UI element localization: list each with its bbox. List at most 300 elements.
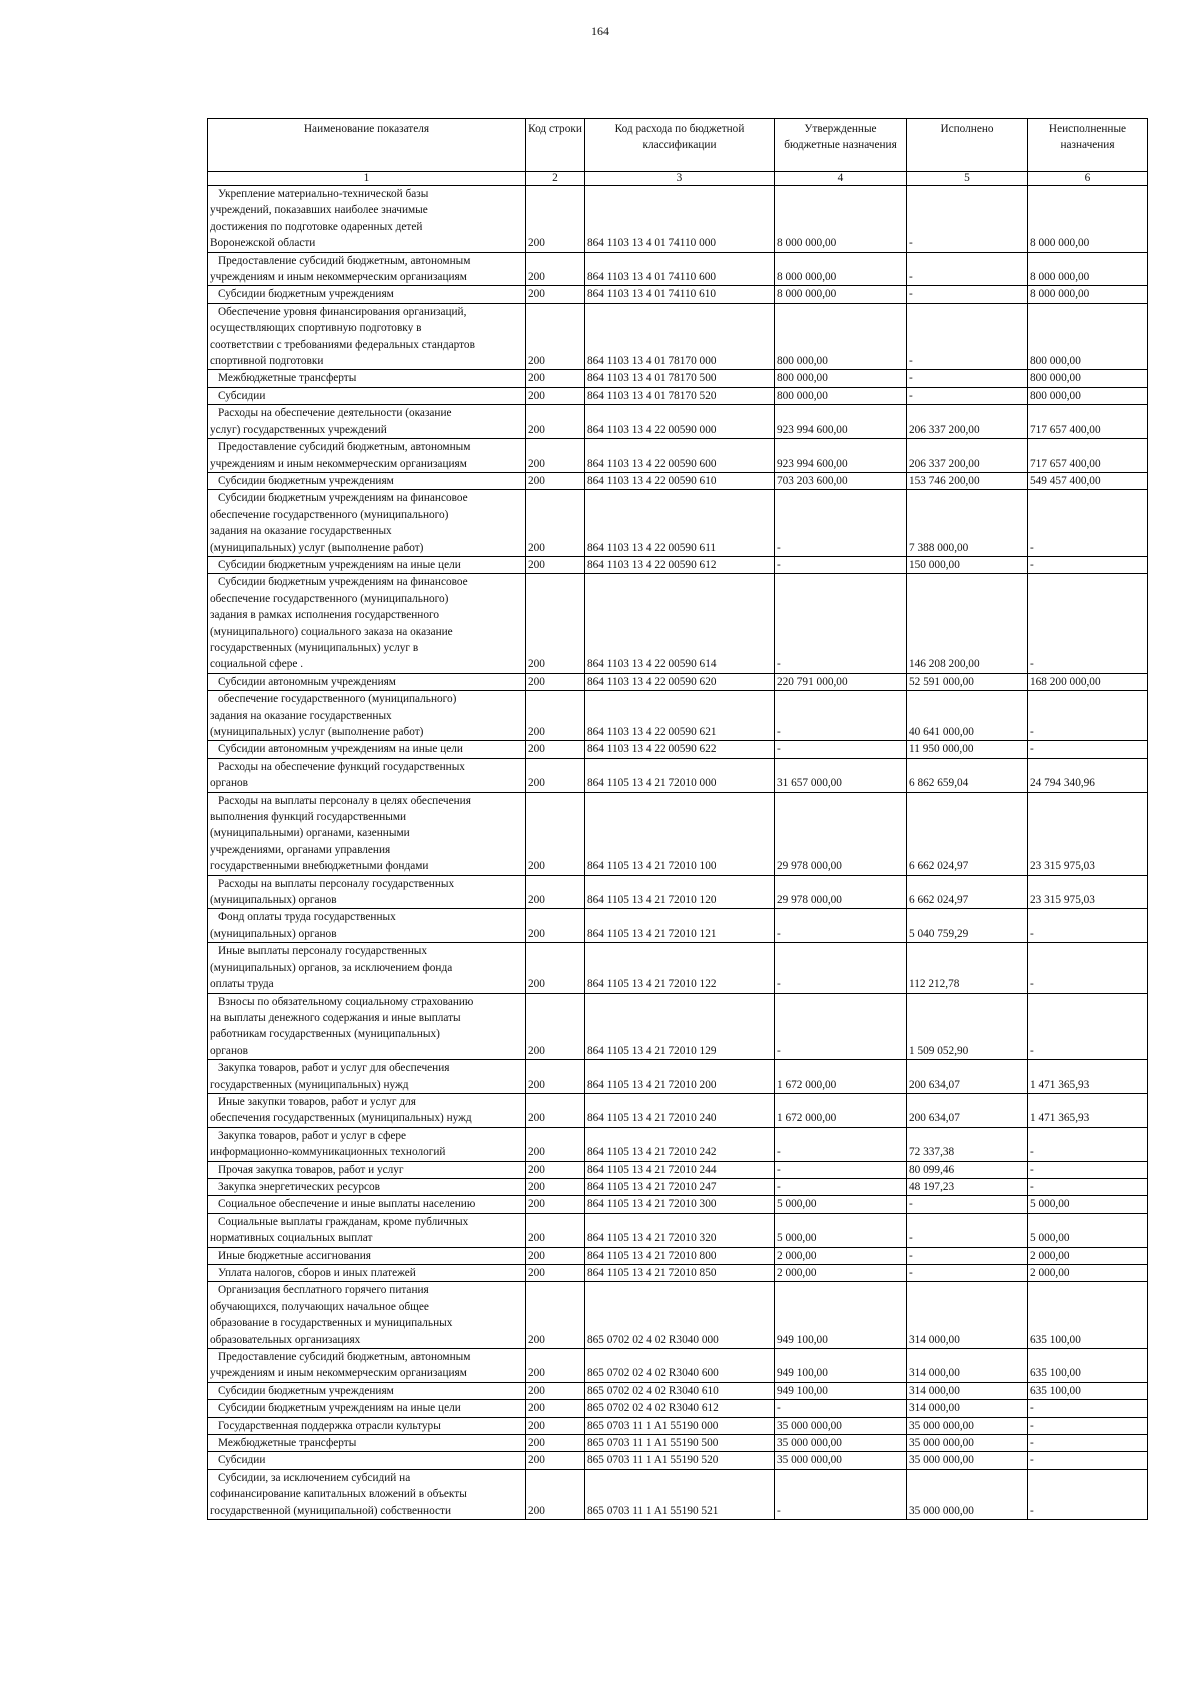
indicator-name-line: обеспечение государственного (муниципального) (210, 592, 449, 605)
indicator-name-line: (муниципальных) органов, за исключением фонда (210, 961, 453, 974)
table-row (208, 387, 1148, 404)
line-code-cell: 200 (526, 1247, 585, 1264)
line-code-cell: 200 (526, 556, 585, 573)
executed-amount-cell: - (907, 387, 1028, 404)
unexecuted-amount-cell: 5 000,00 (1028, 1213, 1148, 1247)
line-code-cell: 200 (526, 574, 585, 673)
table-row (208, 943, 1148, 993)
indicator-name-line: (муниципальных) органов (210, 894, 337, 907)
line-code-cell: 200 (526, 1093, 585, 1127)
unexecuted-amount-cell: 800 000,00 (1028, 370, 1148, 387)
table-row (208, 741, 1148, 758)
unexecuted-amount-cell: - (1028, 556, 1148, 573)
line-code-cell: 200 (526, 1382, 585, 1399)
indicator-name-line: Социальное обеспечение и иные выплаты населению (218, 1198, 476, 1211)
unexecuted-amount-cell: 24 794 340,96 (1028, 758, 1148, 792)
line-code-cell: 200 (526, 943, 585, 993)
indicator-name-line: учреждений, показавших наиболее значимые (210, 204, 428, 217)
executed-amount-cell: 206 337 200,00 (907, 439, 1028, 473)
header-executed: Исполнено (907, 119, 1028, 172)
approved-amount-cell: - (775, 1400, 907, 1417)
line-code-cell: 200 (526, 252, 585, 286)
unexecuted-amount-cell: - (1028, 1417, 1148, 1434)
indicator-name-line: выполнения функций государственными (210, 811, 407, 824)
indicator-name-line: Иные закупки товаров, работ и услуг для (218, 1095, 416, 1108)
unexecuted-amount-cell: - (1028, 691, 1148, 741)
executed-amount-cell: 200 634,07 (907, 1060, 1028, 1094)
unexecuted-amount-cell: 635 100,00 (1028, 1349, 1148, 1383)
indicator-name-line: Государственная поддержка отрасли культуры (218, 1419, 441, 1432)
line-code-cell: 200 (526, 1282, 585, 1349)
indicator-name-cell (208, 741, 526, 758)
indicator-name-line: на выплаты денежного содержания и иные выплаты (210, 1011, 461, 1024)
indicator-name-line: задания на оказание государственных (210, 525, 392, 538)
table-row (208, 673, 1148, 690)
indicator-name-line: социальной сфере . (210, 658, 304, 671)
approved-amount-cell: 35 000 000,00 (775, 1417, 907, 1434)
indicator-name-line: Расходы на выплаты персоналу государственных (218, 877, 455, 890)
indicator-name-line: спортивной подготовки (210, 355, 324, 368)
executed-amount-cell: 35 000 000,00 (907, 1452, 1028, 1469)
expense-code-cell: 864 1103 13 4 01 74110 600 (585, 252, 775, 286)
indicator-name-line: услуг) государственных учреждений (210, 423, 387, 436)
expense-code-cell: 864 1105 13 4 21 72010 300 (585, 1196, 775, 1213)
indicator-name-cell (208, 1469, 526, 1519)
line-code-cell: 200 (526, 472, 585, 489)
executed-amount-cell: - (907, 186, 1028, 253)
approved-amount-cell: 8 000 000,00 (775, 186, 907, 253)
executed-amount-cell: - (907, 1196, 1028, 1213)
indicator-name-line: (муниципальных) органов (210, 927, 337, 940)
indicator-name-line: Субсидии бюджетным учреждениям (218, 474, 394, 487)
table-row (208, 1400, 1148, 1417)
indicator-name-cell (208, 1196, 526, 1213)
indicator-name-cell (208, 1060, 526, 1094)
indicator-name-cell (208, 792, 526, 875)
indicator-name-line: Межбюджетные трансферты (218, 1437, 357, 1450)
table-row (208, 1247, 1148, 1264)
approved-amount-cell: 800 000,00 (775, 370, 907, 387)
executed-amount-cell: - (907, 1265, 1028, 1282)
table-body (208, 186, 1148, 1520)
expense-code-cell: 864 1103 13 4 01 78170 520 (585, 387, 775, 404)
expense-code-cell: 864 1103 13 4 22 00590 000 (585, 405, 775, 439)
unexecuted-amount-cell: 2 000,00 (1028, 1265, 1148, 1282)
indicator-name-line: Субсидии бюджетным учреждениям на иные цели (218, 1402, 461, 1415)
indicator-name-cell (208, 993, 526, 1060)
indicator-name-line: Субсидии бюджетным учреждениям на финансовое (218, 492, 468, 505)
line-code-cell: 200 (526, 1127, 585, 1161)
indicator-name-cell (208, 1282, 526, 1349)
unexecuted-amount-cell: 1 471 365,93 (1028, 1093, 1148, 1127)
indicator-name-line: учреждениям и иным некоммерческим организациям (210, 457, 467, 470)
expense-code-cell: 864 1105 13 4 21 72010 120 (585, 875, 775, 909)
executed-amount-cell: 7 388 000,00 (907, 490, 1028, 557)
table-row (208, 405, 1148, 439)
approved-amount-cell: - (775, 943, 907, 993)
indicator-name-cell (208, 1265, 526, 1282)
expense-code-cell: 865 0702 02 4 02 R3040 600 (585, 1349, 775, 1383)
approved-amount-cell: 2 000,00 (775, 1247, 907, 1264)
approved-amount-cell: 5 000,00 (775, 1196, 907, 1213)
executed-amount-cell: - (907, 303, 1028, 370)
approved-amount-cell: - (775, 1178, 907, 1195)
indicator-name-line: Межбюджетные трансферты (218, 372, 357, 385)
approved-amount-cell: 1 672 000,00 (775, 1060, 907, 1094)
unexecuted-amount-cell: 8 000 000,00 (1028, 286, 1148, 303)
expense-code-cell: 865 0703 11 1 A1 55190 500 (585, 1435, 775, 1452)
line-code-cell: 200 (526, 1213, 585, 1247)
indicator-name-cell (208, 691, 526, 741)
executed-amount-cell: 11 950 000,00 (907, 741, 1028, 758)
executed-amount-cell: 6 862 659,04 (907, 758, 1028, 792)
executed-amount-cell: 40 641 000,00 (907, 691, 1028, 741)
unexecuted-amount-cell: 168 200 000,00 (1028, 673, 1148, 690)
indicator-name-line: Субсидии (218, 389, 266, 402)
table-row (208, 875, 1148, 909)
approved-amount-cell: - (775, 574, 907, 673)
column-number: 6 (1028, 172, 1148, 186)
indicator-name-line: (муниципальными) органами, казенными (210, 827, 410, 840)
indicator-name-cell (208, 1417, 526, 1434)
executed-amount-cell: 206 337 200,00 (907, 405, 1028, 439)
indicator-name-line: Субсидии, за исключением субсидий на (218, 1471, 411, 1484)
indicator-name-line: государственных (муниципальных) нужд (210, 1078, 409, 1091)
expense-code-cell: 864 1105 13 4 21 72010 129 (585, 993, 775, 1060)
expense-code-cell: 864 1105 13 4 21 72010 244 (585, 1161, 775, 1178)
expense-code-cell: 864 1105 13 4 21 72010 242 (585, 1127, 775, 1161)
indicator-name-cell (208, 186, 526, 253)
expense-code-cell: 865 0702 02 4 02 R3040 000 (585, 1282, 775, 1349)
approved-amount-cell: 923 994 600,00 (775, 405, 907, 439)
unexecuted-amount-cell: 23 315 975,03 (1028, 792, 1148, 875)
indicator-name-line: Уплата налогов, сборов и иных платежей (218, 1267, 416, 1279)
line-code-cell: 200 (526, 909, 585, 943)
header-line-code: Код строки (526, 119, 585, 172)
unexecuted-amount-cell: 8 000 000,00 (1028, 186, 1148, 253)
indicator-name-line: Прочая закупка товаров, работ и услуг (218, 1163, 404, 1176)
table-row (208, 1349, 1148, 1383)
unexecuted-amount-cell: - (1028, 1469, 1148, 1519)
executed-amount-cell: 35 000 000,00 (907, 1417, 1028, 1434)
expense-code-cell: 864 1105 13 4 21 72010 122 (585, 943, 775, 993)
indicator-name-line: Фонд оплаты труда государственных (218, 911, 396, 924)
line-code-cell: 200 (526, 1349, 585, 1383)
executed-amount-cell: - (907, 370, 1028, 387)
line-code-cell: 200 (526, 673, 585, 690)
expense-code-cell: 865 0702 02 4 02 R3040 610 (585, 1382, 775, 1399)
unexecuted-amount-cell: 717 657 400,00 (1028, 405, 1148, 439)
expense-code-cell: 864 1103 13 4 22 00590 610 (585, 472, 775, 489)
line-code-cell: 200 (526, 405, 585, 439)
approved-amount-cell: 31 657 000,00 (775, 758, 907, 792)
column-number: 5 (907, 172, 1028, 186)
line-code-cell: 200 (526, 1265, 585, 1282)
indicator-name-cell (208, 370, 526, 387)
executed-amount-cell: 52 591 000,00 (907, 673, 1028, 690)
unexecuted-amount-cell: 1 471 365,93 (1028, 1060, 1148, 1094)
page-number: 164 (591, 24, 609, 38)
indicator-name-line: учреждениям и иным некоммерческим организациям (210, 271, 467, 284)
header-unexecuted: Неисполненные назначения (1028, 119, 1148, 172)
expense-code-cell: 864 1103 13 4 01 78170 500 (585, 370, 775, 387)
indicator-name-cell (208, 1382, 526, 1399)
unexecuted-amount-cell: 635 100,00 (1028, 1282, 1148, 1349)
indicator-name-line: государственных (муниципальных) услуг в (210, 641, 419, 654)
line-code-cell: 200 (526, 1196, 585, 1213)
indicator-name-line: работникам государственных (муниципальных) (210, 1028, 440, 1041)
indicator-name-line: государственными внебюджетными фондами (210, 860, 429, 873)
line-code-cell: 200 (526, 993, 585, 1060)
table-row (208, 1213, 1148, 1247)
indicator-name-line: Обеспечение уровня финансирования организаций, (218, 305, 467, 318)
unexecuted-amount-cell: 800 000,00 (1028, 387, 1148, 404)
indicator-name-line: осуществляющих спортивную подготовку в (210, 322, 422, 335)
expense-code-cell: 864 1103 13 4 22 00590 622 (585, 741, 775, 758)
table-row (208, 1161, 1148, 1178)
indicator-name-line: Субсидии бюджетным учреждениям на иные цели (218, 558, 461, 571)
indicator-name-cell (208, 1349, 526, 1383)
table-row (208, 303, 1148, 370)
approved-amount-cell: 8 000 000,00 (775, 286, 907, 303)
executed-amount-cell: 150 000,00 (907, 556, 1028, 573)
executed-amount-cell: - (907, 286, 1028, 303)
unexecuted-amount-cell: 800 000,00 (1028, 303, 1148, 370)
line-code-cell: 200 (526, 1400, 585, 1417)
approved-amount-cell: 35 000 000,00 (775, 1435, 907, 1452)
indicator-name-line: обеспечения государственных (муниципальных) нужд (210, 1112, 472, 1125)
indicator-name-cell (208, 1178, 526, 1195)
executed-amount-cell: 153 746 200,00 (907, 472, 1028, 489)
line-code-cell: 200 (526, 1178, 585, 1195)
line-code-cell: 200 (526, 875, 585, 909)
table-row (208, 370, 1148, 387)
indicator-name-line: Расходы на обеспечение функций государственных (218, 760, 465, 773)
expense-code-cell: 865 0703 11 1 A1 55190 520 (585, 1452, 775, 1469)
unexecuted-amount-cell: - (1028, 1400, 1148, 1417)
line-code-cell: 200 (526, 1435, 585, 1452)
indicator-name-line: обеспечение государственного (муниципального) (210, 508, 449, 521)
expense-code-cell: 864 1103 13 4 22 00590 621 (585, 691, 775, 741)
indicator-name-cell (208, 1452, 526, 1469)
column-number-row (208, 172, 1148, 186)
indicator-name-line: софинансирование капитальных вложений в объекты (210, 1488, 467, 1501)
expense-code-cell: 864 1103 13 4 22 00590 611 (585, 490, 775, 557)
line-code-cell: 200 (526, 439, 585, 473)
indicator-name-cell (208, 1400, 526, 1417)
indicator-name-line: задания в рамках исполнения государственного (210, 609, 440, 622)
executed-amount-cell: 80 099,46 (907, 1161, 1028, 1178)
approved-amount-cell: - (775, 556, 907, 573)
approved-amount-cell: - (775, 909, 907, 943)
indicator-name-line: нормативных социальных выплат (210, 1232, 373, 1245)
approved-amount-cell: 800 000,00 (775, 303, 907, 370)
indicator-name-line: Субсидии автономным учреждениям на иные цели (218, 743, 463, 756)
approved-amount-cell: 949 100,00 (775, 1349, 907, 1383)
header-expense-code: Код расхода по бюджетной классификации (585, 119, 775, 172)
indicator-name-cell (208, 387, 526, 404)
line-code-cell: 200 (526, 303, 585, 370)
indicator-name-cell (208, 909, 526, 943)
approved-amount-cell: 35 000 000,00 (775, 1452, 907, 1469)
expense-code-cell: 864 1105 13 4 21 72010 850 (585, 1265, 775, 1282)
line-code-cell: 200 (526, 370, 585, 387)
approved-amount-cell: 1 672 000,00 (775, 1093, 907, 1127)
indicator-name-cell (208, 556, 526, 573)
line-code-cell: 200 (526, 387, 585, 404)
table-row (208, 1060, 1148, 1094)
approved-amount-cell: 5 000,00 (775, 1213, 907, 1247)
executed-amount-cell: 5 040 759,29 (907, 909, 1028, 943)
line-code-cell: 200 (526, 1469, 585, 1519)
indicator-name-cell (208, 1213, 526, 1247)
indicator-name-cell (208, 472, 526, 489)
indicator-name-line: достижения по подготовке одаренных детей (210, 220, 423, 233)
indicator-name-cell (208, 758, 526, 792)
indicator-name-line: Субсидии (218, 1454, 266, 1467)
indicator-name-cell (208, 490, 526, 557)
table-row (208, 1452, 1148, 1469)
expense-code-cell: 864 1105 13 4 21 72010 200 (585, 1060, 775, 1094)
table-row (208, 1417, 1148, 1434)
indicator-name-cell (208, 1127, 526, 1161)
indicator-name-cell (208, 875, 526, 909)
expense-code-cell: 864 1105 13 4 21 72010 240 (585, 1093, 775, 1127)
unexecuted-amount-cell: - (1028, 1161, 1148, 1178)
executed-amount-cell: 48 197,23 (907, 1178, 1028, 1195)
expense-code-cell: 864 1105 13 4 21 72010 121 (585, 909, 775, 943)
indicator-name-cell (208, 286, 526, 303)
line-code-cell: 200 (526, 186, 585, 253)
indicator-name-line: образование в государственных и муниципальных (210, 1317, 453, 1330)
expense-code-cell: 864 1105 13 4 21 72010 100 (585, 792, 775, 875)
unexecuted-amount-cell: - (1028, 909, 1148, 943)
table-row (208, 909, 1148, 943)
line-code-cell: 200 (526, 286, 585, 303)
indicator-name-cell (208, 943, 526, 993)
unexecuted-amount-cell: 5 000,00 (1028, 1196, 1148, 1213)
column-number: 2 (526, 172, 585, 186)
expense-code-cell: 864 1103 13 4 22 00590 612 (585, 556, 775, 573)
executed-amount-cell: 35 000 000,00 (907, 1469, 1028, 1519)
approved-amount-cell: 29 978 000,00 (775, 875, 907, 909)
unexecuted-amount-cell: - (1028, 1127, 1148, 1161)
approved-amount-cell: 800 000,00 (775, 387, 907, 404)
table-row (208, 1265, 1148, 1282)
approved-amount-cell: - (775, 1469, 907, 1519)
indicator-name-line: Предоставление субсидий бюджетным, автономным (218, 254, 471, 267)
unexecuted-amount-cell: - (1028, 490, 1148, 557)
unexecuted-amount-cell: - (1028, 1178, 1148, 1195)
approved-amount-cell: 220 791 000,00 (775, 673, 907, 690)
approved-amount-cell: - (775, 1161, 907, 1178)
indicator-name-line: оплаты труда (210, 978, 274, 991)
indicator-name-line: Расходы на выплаты персоналу в целях обеспечения (218, 794, 471, 807)
table-row (208, 556, 1148, 573)
line-code-cell: 200 (526, 1452, 585, 1469)
indicator-name-line: органов (210, 1044, 248, 1057)
indicator-name-line: информационно-коммуникационных технологий (210, 1146, 446, 1159)
unexecuted-amount-cell: - (1028, 741, 1148, 758)
indicator-name-cell (208, 252, 526, 286)
table-row (208, 1127, 1148, 1161)
indicator-name-cell (208, 1247, 526, 1264)
header-row (208, 119, 1148, 172)
unexecuted-amount-cell: 23 315 975,03 (1028, 875, 1148, 909)
approved-amount-cell: - (775, 490, 907, 557)
indicator-name-line: соответствии с требованиями федеральных стандартов (210, 338, 475, 351)
unexecuted-amount-cell: 549 457 400,00 (1028, 472, 1148, 489)
indicator-name-cell (208, 439, 526, 473)
table-row (208, 186, 1148, 253)
expense-code-cell: 865 0703 11 1 A1 55190 000 (585, 1417, 775, 1434)
indicator-name-line: учреждениями, органами управления (210, 843, 391, 856)
column-number: 4 (775, 172, 907, 186)
table-row (208, 1382, 1148, 1399)
approved-amount-cell: 923 994 600,00 (775, 439, 907, 473)
table-row (208, 758, 1148, 792)
indicator-name-cell (208, 405, 526, 439)
executed-amount-cell: 146 208 200,00 (907, 574, 1028, 673)
unexecuted-amount-cell: - (1028, 1435, 1148, 1452)
header-indicator-name: Наименование показателя (208, 119, 526, 172)
executed-amount-cell: 314 000,00 (907, 1382, 1028, 1399)
expense-code-cell: 865 0702 02 4 02 R3040 612 (585, 1400, 775, 1417)
indicator-name-line: обучающихся, получающих начальное общее (210, 1300, 429, 1313)
expense-code-cell: 864 1103 13 4 01 74110 000 (585, 186, 775, 253)
executed-amount-cell: 6 662 024,97 (907, 792, 1028, 875)
indicator-name-line: Закупка товаров, работ и услуг для обеспечения (218, 1062, 450, 1075)
table-row (208, 792, 1148, 875)
indicator-name-line: Взносы по обязательному социальному страхованию (218, 995, 474, 1008)
indicator-name-line: Организация бесплатного горячего питания (218, 1284, 429, 1297)
header-approved: Утвержденные бюджетные назначения (775, 119, 907, 172)
unexecuted-amount-cell: 8 000 000,00 (1028, 252, 1148, 286)
unexecuted-amount-cell: 717 657 400,00 (1028, 439, 1148, 473)
expense-code-cell: 864 1105 13 4 21 72010 800 (585, 1247, 775, 1264)
approved-amount-cell: 949 100,00 (775, 1282, 907, 1349)
table-row (208, 574, 1148, 673)
line-code-cell: 200 (526, 741, 585, 758)
table-row (208, 1469, 1148, 1519)
line-code-cell: 200 (526, 792, 585, 875)
indicator-name-line: Укрепление материально-технической базы (218, 188, 429, 200)
indicator-name-line: Предоставление субсидий бюджетным, автономным (218, 1351, 471, 1364)
table-row (208, 1282, 1148, 1349)
table-row (208, 1178, 1148, 1195)
approved-amount-cell: 29 978 000,00 (775, 792, 907, 875)
executed-amount-cell: 314 000,00 (907, 1400, 1028, 1417)
indicator-name-line: Субсидии бюджетным учреждениям (218, 1384, 394, 1397)
table-row (208, 439, 1148, 473)
indicator-name-line: Социальные выплаты гражданам, кроме публичных (218, 1215, 469, 1228)
executed-amount-cell: 1 509 052,90 (907, 993, 1028, 1060)
indicator-name-line: (муниципальных) услуг (выполнение работ) (210, 726, 424, 738)
indicator-name-cell (208, 1435, 526, 1452)
indicator-name-line: Иные бюджетные ассигнования (218, 1249, 371, 1262)
executed-amount-cell: 314 000,00 (907, 1349, 1028, 1383)
table-row (208, 1093, 1148, 1127)
executed-amount-cell: - (907, 252, 1028, 286)
table-row (208, 1435, 1148, 1452)
indicator-name-cell (208, 1161, 526, 1178)
table-row (208, 1196, 1148, 1213)
expense-code-cell: 864 1105 13 4 21 72010 320 (585, 1213, 775, 1247)
indicator-name-line: органов (210, 777, 248, 790)
column-number: 3 (585, 172, 775, 186)
unexecuted-amount-cell: - (1028, 993, 1148, 1060)
executed-amount-cell: 112 212,78 (907, 943, 1028, 993)
